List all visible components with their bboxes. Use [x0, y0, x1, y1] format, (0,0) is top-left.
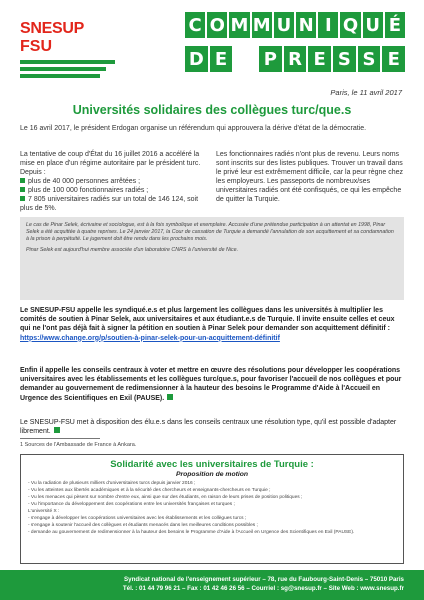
- footnote: 1 Sources de l'Ambassade de France à Ankara.: [20, 442, 137, 448]
- banner-letter: I: [318, 12, 338, 38]
- motion-subtitle: Proposition de motion: [175, 471, 249, 478]
- motion-line: - demande au gouvernement de redimensionner à la hauteur des besoins le Programme d'Aide à l'Accueil en Urgence des Scientifiques en Exil (PAUSE).: [28, 530, 355, 535]
- banner-letter: [234, 46, 257, 72]
- banner-letter: M: [229, 12, 249, 38]
- banner-row-communique: [185, 12, 405, 38]
- resolution-text: Le SNESUP-FSU met à disposition des élu.e.s dans les conseils centraux une résolution type, qu'il est possible d'adapter librement.: [20, 419, 397, 436]
- call-text: Le SNESUP-FSU appelle les syndiqué.e.s et plus largement les collègues dans les universités à multiplier les comités de soutien à Pinar Selek, aux universitaires et aux étudiant.e.s de Turquie. Il invite ensuite celles et ceux qui ne l'ont pas déjà fait à signer la pétition en soutien à Pinar Selek pour demander son acquittement définitif :: [20, 307, 395, 333]
- bullet-item: [20, 186, 208, 195]
- logo-stripe: [20, 74, 100, 78]
- resolution-paragraph: [20, 418, 404, 436]
- banner-letter: D: [185, 46, 208, 72]
- call-paragraph: [20, 306, 404, 343]
- banner-letter: Q: [340, 12, 360, 38]
- logo-fsu: FSU: [20, 38, 52, 55]
- banner-letter: E: [308, 46, 331, 72]
- bullet-text: plus de 100 000 fonctionnaires radiés ;: [28, 187, 149, 194]
- motion-text: [28, 481, 396, 536]
- motion-line: - Vu les menaces qui pèsent sur nombre d'entre eux, ainsi que sur des étudiants, en raison de leurs prises de position politiques ;: [28, 495, 303, 500]
- banner-row-de-presse: [185, 46, 405, 72]
- banner-letter: O: [207, 12, 227, 38]
- box-paragraph: Le cas de Pinar Selek, écrivaine et sociologue, est à la fois symbolique et exemplaire. Accusée d'une prétendue participation à un attentat en 1998, Pinar Selek a été acquittée à quatre reprises. Le 24 janvier 2017, la Cour de cassation de Turquie a demandé l'annulation de son acquittement et sa condamnation à la prison à perpétuité. Le jugement doit être rendu dans les prochains mois.: [26, 222, 394, 243]
- logo-stripes: [20, 60, 115, 78]
- bullet-item: [20, 177, 208, 186]
- banner-letter: C: [185, 12, 205, 38]
- banner-letter: N: [296, 12, 316, 38]
- banner-letter: U: [274, 12, 294, 38]
- end-square-icon: [167, 394, 173, 400]
- footer: [0, 570, 424, 600]
- motion-line: - Vu la radiation de plusieurs milliers d'universitaires turcs depuis janvier 2016 ;: [28, 481, 196, 486]
- motion-title: Solidarité avec les universitaires de Turquie :: [110, 459, 314, 470]
- press-release-banner: [185, 12, 405, 74]
- motion-line: L'université X :: [28, 509, 60, 514]
- bullet-square-icon: [20, 178, 25, 183]
- motion-line: - Vu les atteintes aux libertés académiques et à la sécurité des chercheurs et enseignants-chercheurs en Turquie ;: [28, 488, 271, 493]
- end-square-icon: [54, 427, 60, 433]
- petition-link[interactable]: https://www.change.org/p/soutien-à-pinar-selek-pour-un-acquittement-définitif: [20, 334, 280, 342]
- motion-line: - s'engage à développer les coopérations universitaires avec les établissements et les collègues turcs ;: [28, 516, 247, 521]
- motion-line: - Vu l'importance du développement des coopérations entre les universités françaises et turques ;: [28, 502, 235, 507]
- banner-letter: S: [333, 46, 356, 72]
- councils-paragraph: [20, 366, 404, 403]
- councils-text: Enfin il appelle les conseils centraux à voter et mettre en œuvre des résolutions pour développer les coopérations universitaires avec les établissements et les collègues turc/que.s, pour favoriser l'accueil de nos collègues et pour demander au gouvernement de redimensionner à la hauteur des besoins le Programme d'Aide à l'Accueil en Urgence des Scientifiques en Exil (PAUSE).: [20, 367, 402, 402]
- bullet-square-icon: [20, 196, 25, 201]
- release-date: Paris, le 11 avril 2017: [330, 88, 402, 97]
- banner-letter: E: [210, 46, 233, 72]
- banner-letter: É: [385, 12, 405, 38]
- footer-address: Syndicat national de l'enseignement supérieur – 78, rue du Faubourg-Saint-Denis – 75010 Paris: [124, 576, 404, 583]
- right-column-text: Les fonctionnaires radiés n'ont plus de revenu. Leurs noms sont inscrits sur des listes publiques. Trouver un travail dans le privé leur est extrêmement difficile, car la peur règne chez les employeurs. Les passeports de nombreux/ses universitaires radiés ont été confisqués, ce qui les empêche de quitter la Turquie.: [216, 151, 404, 203]
- banner-letter: P: [259, 46, 282, 72]
- banner-letter: S: [358, 46, 381, 72]
- banner-letter: M: [252, 12, 272, 38]
- box-paragraph: Pinar Selek est aujourd'hui membre associée d'un laboratoire CNRS à l'université de Nice.: [26, 246, 239, 253]
- page-title: Universités solidaires des collègues turc/que.s: [72, 103, 352, 117]
- banner-letter: U: [363, 12, 383, 38]
- snesup-logo: [20, 20, 115, 81]
- lead-paragraph: Le 16 avril 2017, le président Erdogan organise un référendum qui approuvera la dérive d'état de la démocratie.: [20, 125, 367, 132]
- footnote-divider: [20, 438, 100, 439]
- bullet-square-icon: [20, 187, 25, 192]
- right-column: [216, 150, 404, 204]
- banner-letter: E: [382, 46, 405, 72]
- logo-stripe: [20, 60, 115, 64]
- bullet-text: plus de 40 000 personnes arrêtées ;: [28, 178, 141, 185]
- pinar-selek-box: [20, 217, 404, 300]
- logo-name: SNESUP: [20, 20, 84, 37]
- bullet-item: [20, 195, 208, 213]
- bullet-text: 7 805 universitaires radiés sur un total de 146 124, soit plus de 5%.: [20, 196, 199, 212]
- footer-contact: Tél. : 01 44 79 96 21 – Fax : 01 42 46 26 56 – Courriel : sg@snesup.fr – Site Web : www.snesup.fr: [122, 585, 404, 592]
- left-column: [20, 150, 208, 213]
- motion-line: - s'engage à soutenir l'accueil des collègues et étudiants menacés dans les meilleures conditions possibles ;: [28, 523, 258, 528]
- motion-box: [20, 454, 404, 564]
- logo-stripe: [20, 67, 106, 71]
- left-column-intro: La tentative de coup d'État du 16 juillet 2016 a accéléré la mise en place d'un régime autoritaire par le président turc. Depuis :: [20, 151, 201, 176]
- banner-letter: R: [284, 46, 307, 72]
